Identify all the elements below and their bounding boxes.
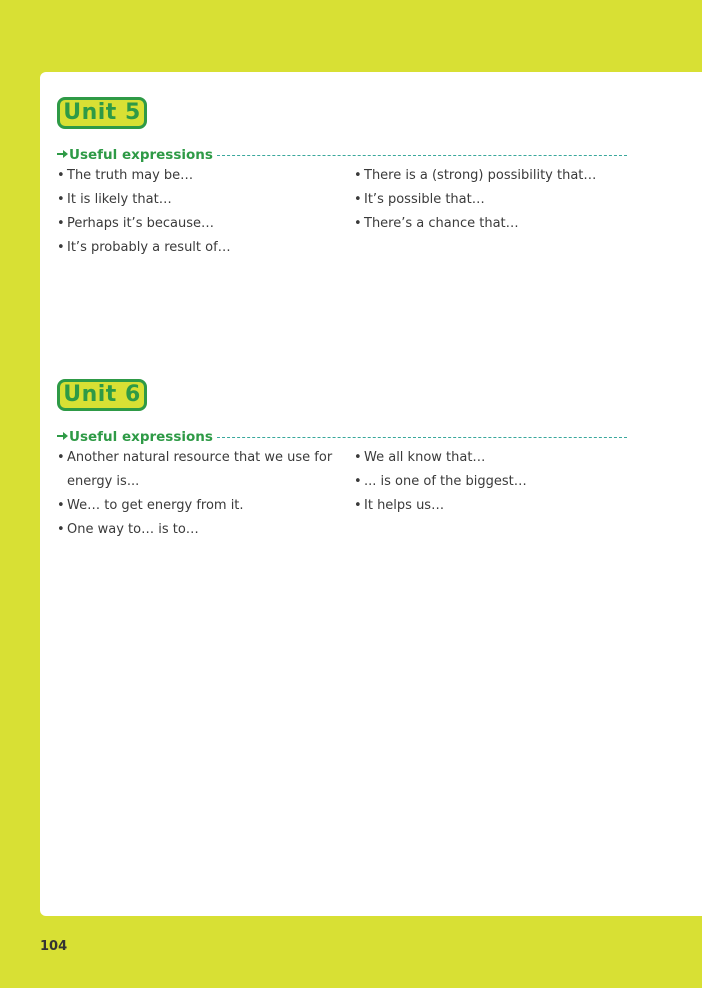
bullet: • <box>57 192 65 207</box>
unit-5-section-title: Useful expressions <box>69 147 213 163</box>
unit-5-badge: Unit 5 <box>57 97 147 129</box>
bullet: • <box>354 474 362 489</box>
unit-6-right-list <box>354 446 527 518</box>
bullet: • <box>354 450 362 465</box>
list-item: • One way to… is to… <box>57 518 337 542</box>
bullet: • <box>57 498 65 513</box>
arrow-right-icon <box>57 431 68 441</box>
bullet: • <box>57 240 65 255</box>
list-item: • We… to get energy from it. <box>57 494 337 518</box>
unit-5-section-header <box>57 148 627 164</box>
list-item: • It helps us… <box>354 494 527 518</box>
bullet: • <box>354 192 362 207</box>
list-item: • It’s possible that… <box>354 188 596 212</box>
unit-6-left-list <box>57 446 337 542</box>
unit-6-section-title: Useful expressions <box>69 429 213 445</box>
list-item: • Perhaps it’s because… <box>57 212 231 236</box>
list-item: • There is a (strong) possibility that… <box>354 164 596 188</box>
list-item: • There’s a chance that… <box>354 212 596 236</box>
arrow-right-icon <box>57 149 68 159</box>
list-item: • It’s probably a result of… <box>57 236 231 260</box>
list-item: • We all know that… <box>354 446 527 470</box>
list-item: • ... is one of the biggest… <box>354 470 527 494</box>
unit-5-left-list <box>57 164 231 260</box>
bullet: • <box>57 168 65 183</box>
unit-6-section-header <box>57 430 627 446</box>
page-number: 104 <box>40 939 68 954</box>
unit-5-right-list <box>354 164 596 236</box>
list-item: • The truth may be… <box>57 164 231 188</box>
bullet: • <box>354 216 362 231</box>
page-sheet <box>40 72 702 916</box>
unit-6-badge: Unit 6 <box>57 379 147 411</box>
section-divider <box>217 155 627 156</box>
bullet: • <box>354 168 362 183</box>
bullet: • <box>57 216 65 231</box>
list-item: • It is likely that… <box>57 188 231 212</box>
bullet: • <box>354 498 362 513</box>
list-item: • Another natural resource that we use for energy is... <box>57 446 337 494</box>
section-divider <box>217 437 627 438</box>
bullet: • <box>57 522 65 537</box>
bullet: • <box>57 450 65 465</box>
